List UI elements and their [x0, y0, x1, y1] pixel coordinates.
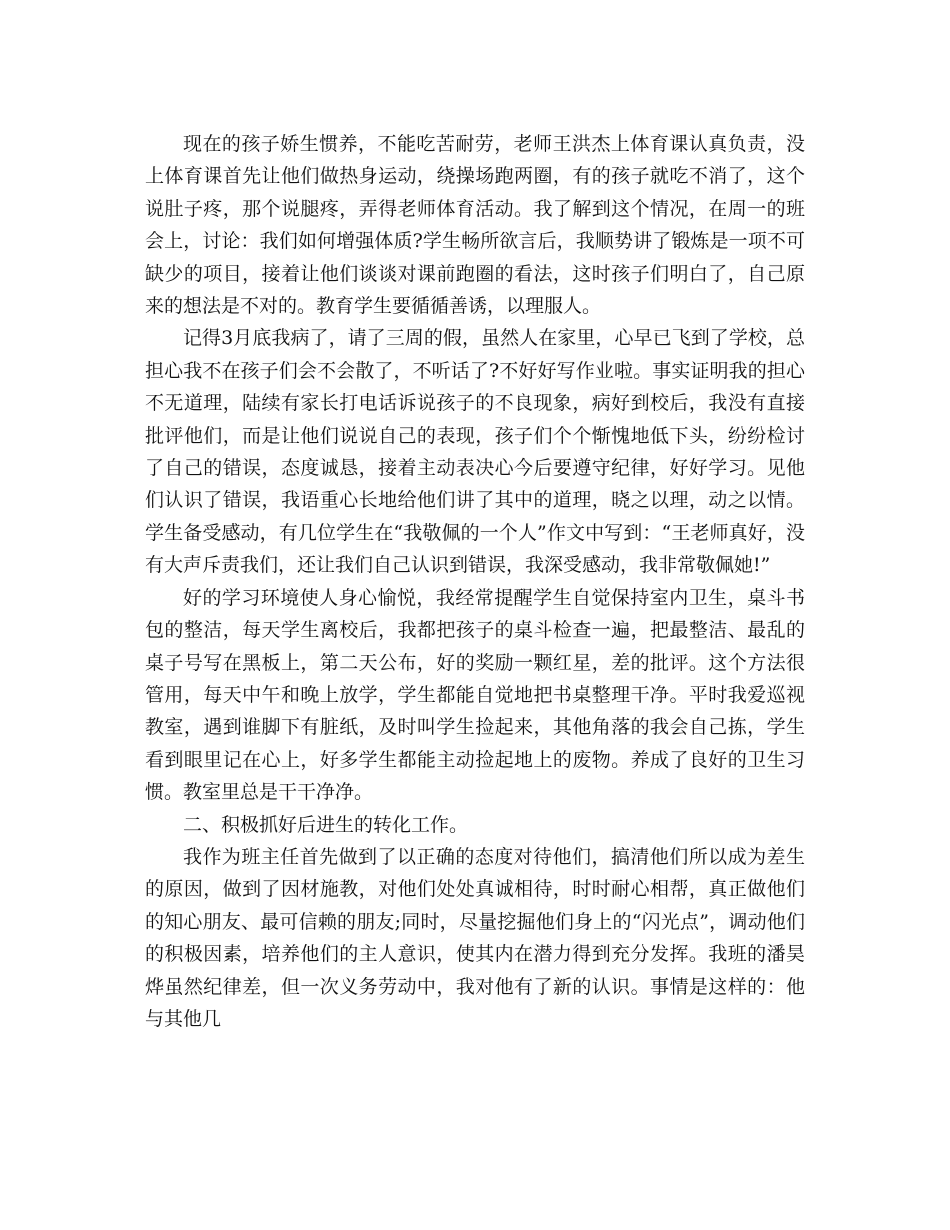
paragraph-classroom-hygiene: 好的学习环境使人身心愉悦，我经常提醒学生自觉保持室内卫生，桌斗书包的整洁，每天学生离校后，我都把孩子的桌斗检查一遍，把最整洁、最乱的桌子号写在黑板上，第二天公布，好的奖励一颗红星，差的批评。这个方法很管用，每天中午和晚上放学，学生都能自觉地把书桌整理干净。平时我爱巡视教室，遇到谁脚下有脏纸，及时叫学生捡起来，其他角落的我会自己拣，学生看到眼里记在心上，好多学生都能主动捡起地上的废物。养成了良好的卫生习惯。教室里总是干干净净。 [145, 586, 805, 804]
section-heading: 二、积极抓好后进生的转化工作。 [183, 813, 469, 836]
paragraph-sick-leave: 记得3月底我病了，请了三周的假，虽然人在家里，心早已飞到了学校，总担心我不在孩子们会不会散了，不听话了?不好好写作业啦。事实证明我的担心不无道理，陆续有家长打电话诉说孩子的不良现象，病好到校后，我没有直接批评他们，而是让他们说说自己的表现，孩子们个个惭愧地低下头，纷纷检讨了自己的错误，态度诚恳，接着主动表决心今后要遵守纪律，好好学习。见他们认识了错误，我语重心长地给他们讲了其中的道理，晓之以理，动之以情。学生备受感动，有几位学生在“我敬佩的一个人”作文中写到：“王老师真好，没有大声斥责我们，还让我们自己认识到错误，我深受感动，我非常敬佩她!” [145, 327, 805, 577]
paragraph-child-discipline: 现在的孩子娇生惯养，不能吃苦耐劳，老师王洪杰上体育课认真负责，没上体育课首先让他们做热身运动，绕操场跑两圈，有的孩子就吃不消了，这个说肚子疼，那个说腿疼，弄得老师体育活动。我了解到这个情况，在周一的班会上，讨论：我们如何增强体质?学生畅所欲言后，我顺势讲了锻炼是一项不可缺少的项目，接着让他们谈谈对课前跑圈的看法，这时孩子们明白了，自己原来的想法是不对的。教育学生要循循善诱，以理服人。 [145, 133, 805, 318]
paragraph-underachiever-support: 我作为班主任首先做到了以正确的态度对待他们，搞清他们所以成为差生的原因，做到了因材施教，对他们处处真诚相待，时时耐心相帮，真正做他们的知心朋友、最可信赖的朋友;同时，尽量挖掘他们身上的“闪光点”，调动他们的积极因素，培养他们的主人意识，使其内在潜力得到充分发挥。我班的潘昊烨虽然纪律差，但一次义务劳动中，我对他有了新的认识。事情是这样的：他与其他几 [145, 845, 805, 1030]
document-body [145, 128, 805, 1035]
